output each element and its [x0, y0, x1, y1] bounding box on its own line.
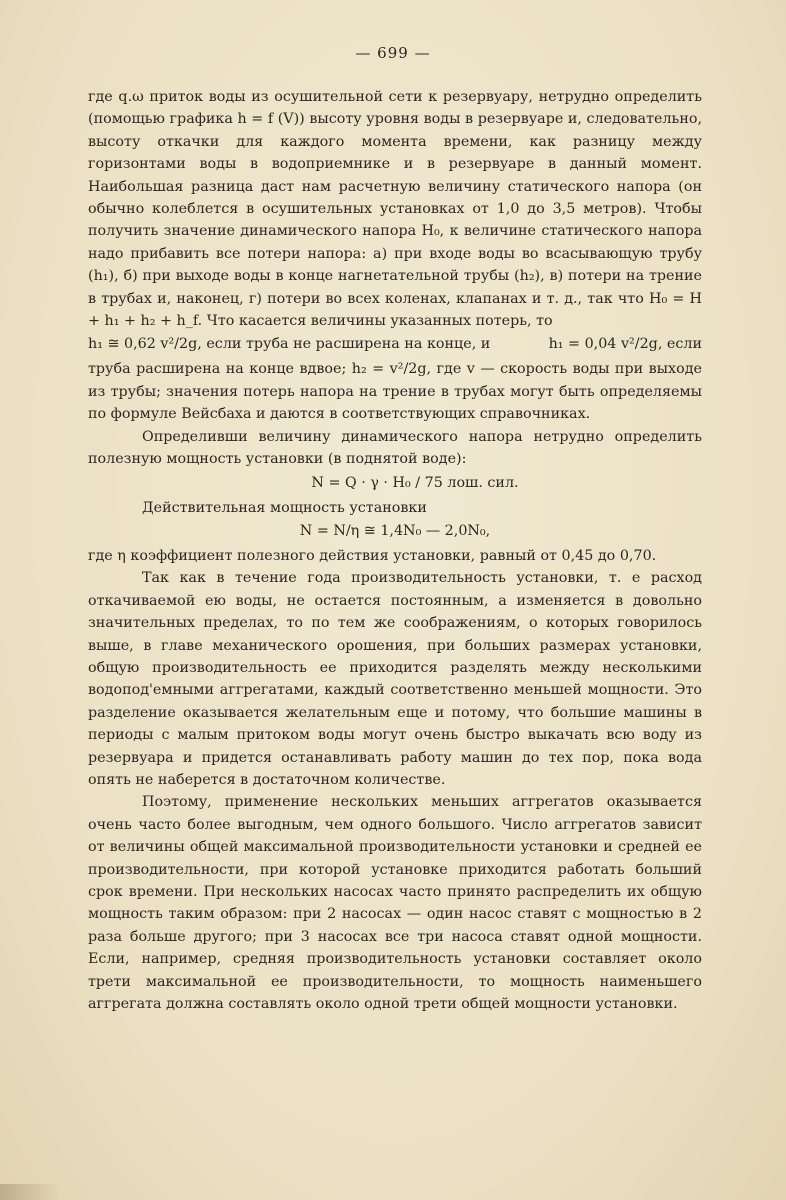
page-number: — 699 —	[355, 44, 431, 62]
paragraph-1: где q.ω приток воды из осушительной сети к резервуару, нетрудно определить (помощью графика h = f (V)) высоту уровня воды в резервуаре и, следовательно, высоту откачки для каждого момента времени, как разницу между горизонтами воды в водоприемнике и в резервуаре в данный момент. Наибольшая разница даст нам расчетную величину статического напора (он обычно колеблется в осушительных установках от 1,0 до 3,5 метров). Чтобы получить значение динамического напора H₀, к величине статического напора надо прибавить все потери напора: а) при входе воды во всасывающую трубу (h₁), б) при выходе воды в конце нагнетательной трубы (h₂), в) потери на трение в трубах и, наконец, г) потери во всех коленах, клапанах и т. д., так что H₀ = H + h₁ + h₂ + h_f. Что касается величины указанных потерь, то	[88, 89, 702, 330]
loss-formula-left: h₁ ≅ 0,62 v²/2g, если труба не расширена на конце, и	[88, 336, 491, 353]
loss-formula-right: h₁ = 0,04 v²/2g, если	[548, 336, 702, 353]
formula-useful-power: N = Q · γ · H₀ / 75 лош. сил.	[311, 474, 519, 491]
formula-actual-power: N = N/η ≅ 1,4N₀ — 2,0N₀,	[299, 522, 491, 539]
paragraph-2: труба расширена на конце вдвое; h₂ = v²/2g, где v — скорость воды при выходе из трубы; значения потерь напора на трение в трубах могут быть определяемы по формуле Вейсбаха и даются в соответствующих справочниках.	[88, 361, 702, 423]
paper-smudge	[0, 1184, 60, 1200]
paragraph-7: Поэтому, применение нескольких меньших аггрегатов оказывается очень часто более выгодным, чем одного большого. Число аггрегатов зависит от величины общей максимальной производительности установки и средней ее производительности, при которой установке приходится работать больший срок времени. При нескольких насосах часто принято распределить их общую мощность таким образом: при 2 насосах — один насос ставят с мощностью в 2 раза больше другого; при 3 насосах все три насоса ставят одной мощности. Если, например, средняя производительность установки составляет около трети максимальной ее производительности, то мощность наименьшего аггрегата должна составлять около одной трети общей мощности установки.	[88, 794, 702, 1013]
body-text	[88, 86, 702, 1015]
paragraph-6: Так как в течение года производительность установки, т. е расход откачиваемой ею воды, не остается постоянным, а изменяется в довольно значительных пределах, то по тем же соображениям, о которых говорилось выше, в главе механического орошения, при больших размерах установки, общую производительность ее приходится разделять между несколькими водопод'емными аггрегатами, каждый соответственно меньшей мощности. Это разделение оказывается желательным еще и потому, что большие машины в периоды с малым притоком воды могут очень быстро выкачать всю воду из резервуара и придется останавливать работу машин до тех пор, пока вода опять не наберется в достаточном количестве.	[88, 570, 702, 788]
paragraph-3: Определивши величину динамического напора нетрудно определить полезную мощность установки (в поднятой воде):	[88, 428, 702, 468]
loss-formulas	[88, 334, 702, 354]
paragraph-4: Действительная мощность установки	[142, 499, 427, 516]
paragraph-5: где η коэффициент полезного действия установки, равный от 0,45 до 0,70.	[88, 547, 657, 564]
